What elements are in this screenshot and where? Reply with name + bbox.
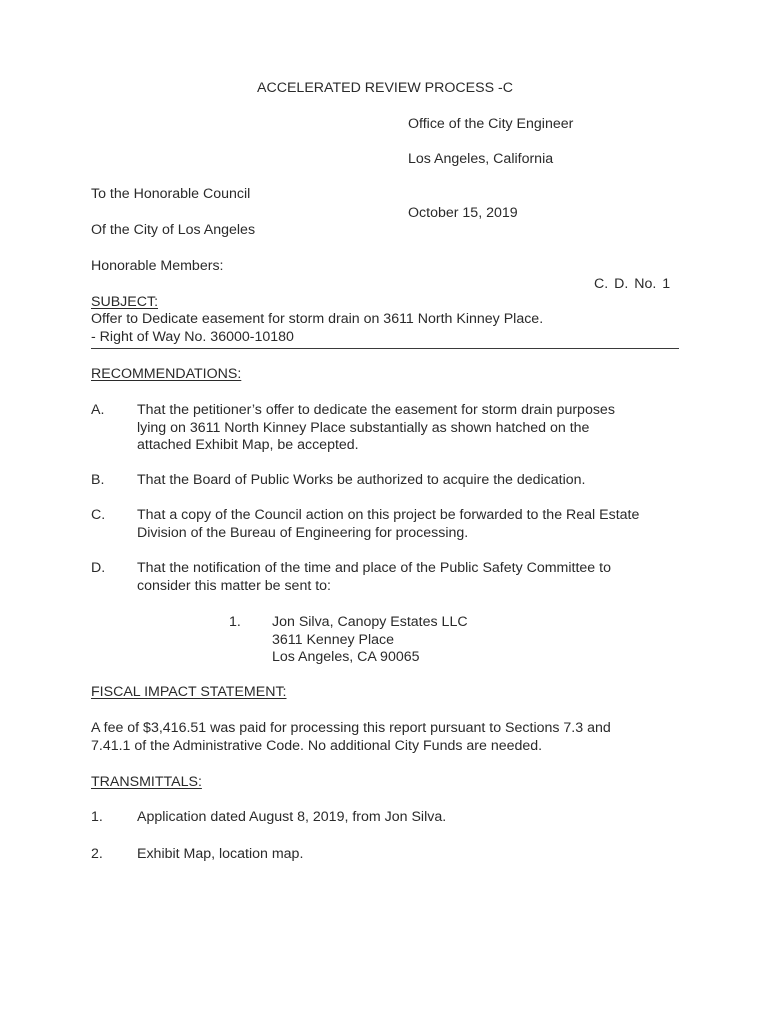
transmittals-heading: TRANSMITTALS: xyxy=(91,774,202,790)
document-title: ACCELERATED REVIEW PROCESS -C xyxy=(257,80,513,96)
addressee-line-2: Of the City of Los Angeles xyxy=(91,222,256,238)
transmittal-number-2: 2. xyxy=(91,846,103,862)
document-date: October 15, 2019 xyxy=(408,205,518,221)
fiscal-text: A fee of $3,416.51 was paid for processing this report pursuant to Sections 7.3 and 7.41.1 of the Administrative Code. No additional City Funds are needed. xyxy=(91,720,611,754)
office-location: Los Angeles, California xyxy=(408,151,554,167)
subject-heading: SUBJECT: xyxy=(91,294,159,310)
recommendation-letter-a: A. xyxy=(91,402,105,418)
recommendations-heading: RECOMMENDATIONS: xyxy=(91,366,242,382)
office-name: Office of the City Engineer xyxy=(408,116,574,132)
fiscal-heading: FISCAL IMPACT STATEMENT: xyxy=(91,684,287,700)
notify-address: Jon Silva, Canopy Estates LLC 3611 Kenney Place Los Angeles, CA 90065 xyxy=(272,614,468,665)
recommendation-letter-b: B. xyxy=(91,472,105,488)
subject-line-1: Offer to Dedicate easement for storm drain on 3611 North Kinney Place. xyxy=(91,311,544,327)
notify-number: 1. xyxy=(229,614,241,630)
subject-line-2: - Right of Way No. 36000-10180 xyxy=(91,329,294,345)
addressee-line-1: To the Honorable Council xyxy=(91,186,251,202)
subject-divider xyxy=(91,348,679,349)
recommendation-d-text: That the notification of the time and place of the Public Safety Committee to consider this matter be sent to: xyxy=(137,560,611,594)
recommendation-a-text: That the petitioner’s offer to dedicate the easement for storm drain purposes lying on 3611 North Kinney Place substantially as shown hatched on the attached Exhibit Map, be accepted. xyxy=(137,402,615,453)
recommendation-letter-c: C. xyxy=(91,507,106,523)
transmittal-item-1: Application dated August 8, 2019, from Jon Silva. xyxy=(137,809,447,825)
salutation: Honorable Members: xyxy=(91,258,224,274)
recommendation-c-text: That a copy of the Council action on this project be forwarded to the Real Estate Division of the Bureau of Engineering for processing. xyxy=(137,507,640,541)
transmittal-number-1: 1. xyxy=(91,809,103,825)
recommendation-letter-d: D. xyxy=(91,560,106,576)
transmittal-item-2: Exhibit Map, location map. xyxy=(137,846,304,862)
recommendation-b-text: That the Board of Public Works be authorized to acquire the dedication. xyxy=(137,472,586,488)
council-district: C. D. No. 1 xyxy=(594,276,671,292)
